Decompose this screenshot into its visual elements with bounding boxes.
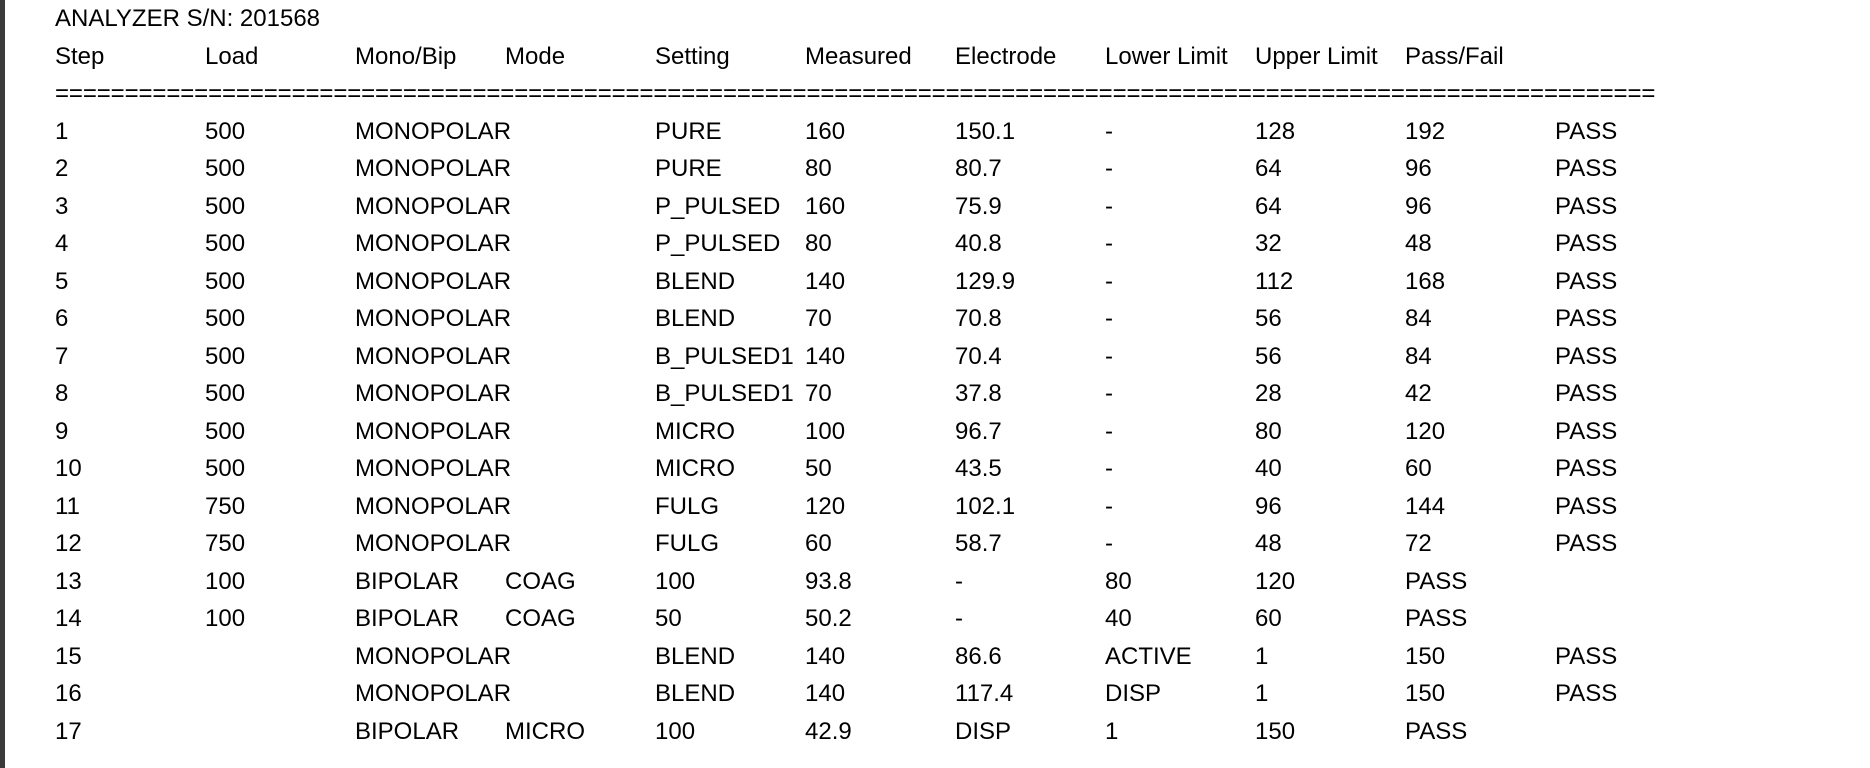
table-cell: 500 <box>205 305 246 332</box>
table-cell: 750 <box>205 492 246 520</box>
table-row <box>55 488 1845 526</box>
table-cell: PASS <box>1405 717 1468 745</box>
table-cell: MONOPOLAR <box>355 267 512 295</box>
table-cell: PASS <box>1555 417 1618 445</box>
table-row <box>55 713 1845 751</box>
table-cell: 72 <box>1405 530 1432 557</box>
table-row <box>55 675 1845 713</box>
table-row <box>55 300 1845 338</box>
table-cell: 15 <box>55 642 82 670</box>
table-cell: 3 <box>55 192 69 220</box>
table-cell: - <box>1105 530 1113 557</box>
table-cell: PASS <box>1555 305 1618 332</box>
table-cell: 128 <box>1255 117 1296 145</box>
table-row <box>55 375 1845 413</box>
table-cell: PURE <box>655 155 722 182</box>
table-cell: - <box>1105 417 1113 445</box>
column-header-setting: Setting <box>655 42 730 70</box>
table-row <box>55 525 1845 563</box>
table-cell: 17 <box>55 717 82 745</box>
table-cell: 11 <box>55 492 80 520</box>
report-title-row <box>55 0 1845 38</box>
table-cell: 93.8 <box>805 567 852 595</box>
table-cell: MICRO <box>655 455 735 482</box>
table-cell: MONOPOLAR <box>355 117 512 145</box>
table-cell: 120 <box>1405 417 1446 445</box>
table-cell: 4 <box>55 230 69 257</box>
table-cell: 48 <box>1405 230 1432 257</box>
table-row <box>55 600 1845 638</box>
table-cell: 10 <box>55 455 82 482</box>
table-row <box>55 563 1845 601</box>
table-cell: 160 <box>805 117 846 145</box>
table-cell: - <box>1105 267 1113 295</box>
table-cell: 43.5 <box>955 455 1002 482</box>
table-cell: 84 <box>1405 305 1432 332</box>
table-cell: 5 <box>55 267 69 295</box>
table-cell: 9 <box>55 417 69 445</box>
table-cell: 14 <box>55 605 82 632</box>
table-cell: PASS <box>1555 642 1618 670</box>
table-cell: FULG <box>655 492 720 520</box>
table-cell: 96 <box>1405 155 1432 182</box>
table-cell: ACTIVE <box>1105 642 1192 670</box>
table-cell: MONOPOLAR <box>355 342 512 370</box>
table-cell: PASS <box>1555 530 1618 557</box>
table-cell: 750 <box>205 530 246 557</box>
table-row <box>55 225 1845 263</box>
column-header-pass-fail: Pass/Fail <box>1405 42 1504 70</box>
table-cell: 37.8 <box>955 380 1002 407</box>
table-cell: BIPOLAR <box>355 605 460 632</box>
table-row <box>55 263 1845 301</box>
table-cell: 1 <box>1255 642 1269 670</box>
table-cell: 80 <box>1255 417 1282 445</box>
table-cell: 150 <box>1255 717 1296 745</box>
table-cell: 80 <box>1105 567 1132 595</box>
table-cell: MONOPOLAR <box>355 417 512 445</box>
table-cell: 80 <box>805 155 832 182</box>
table-cell: 32 <box>1255 230 1282 257</box>
table-cell: 129.9 <box>955 267 1016 295</box>
table-cell: 64 <box>1255 192 1282 220</box>
table-cell: 500 <box>205 417 246 445</box>
table-cell: PASS <box>1405 605 1468 632</box>
table-cell: MONOPOLAR <box>355 192 512 220</box>
table-cell: - <box>1105 455 1113 482</box>
separator-line: =================================================================================================================== <box>55 80 1656 107</box>
table-cell: - <box>955 605 963 632</box>
table-cell: 1 <box>1255 680 1269 707</box>
table-cell: MONOPOLAR <box>355 380 512 407</box>
table-cell: 144 <box>1405 492 1446 520</box>
table-cell: 112 <box>1255 267 1294 295</box>
table-cell: DISP <box>955 717 1012 745</box>
table-cell: 117.4 <box>955 680 1014 707</box>
table-row <box>55 413 1845 451</box>
table-cell: 8 <box>55 380 69 407</box>
table-cell: COAG <box>505 605 576 632</box>
table-cell: BIPOLAR <box>355 567 460 595</box>
table-cell: 80.7 <box>955 155 1002 182</box>
table-cell: 150 <box>1405 680 1446 707</box>
table-cell: 140 <box>805 642 846 670</box>
analyzer-report <box>55 0 1845 750</box>
table-cell: PASS <box>1555 342 1618 370</box>
table-cell: - <box>1105 230 1113 257</box>
table-cell: - <box>1105 155 1113 182</box>
table-cell: MONOPOLAR <box>355 305 512 332</box>
table-cell: 100 <box>655 567 696 595</box>
table-cell: 40 <box>1105 605 1132 632</box>
left-border <box>0 0 5 768</box>
table-cell: FULG <box>655 530 720 557</box>
table-cell: BLEND <box>655 267 736 295</box>
table-cell: MONOPOLAR <box>355 155 512 182</box>
table-cell: B_PULSED1 <box>655 380 794 407</box>
table-cell: 56 <box>1255 342 1282 370</box>
table-cell: 70.4 <box>955 342 1002 370</box>
table-cell: 56 <box>1255 305 1282 332</box>
column-header-load: Load <box>205 42 259 70</box>
table-cell: 75.9 <box>955 192 1002 220</box>
table-row <box>55 150 1845 188</box>
table-cell: BLEND <box>655 305 736 332</box>
table-cell: BIPOLAR <box>355 717 460 745</box>
table-cell: 500 <box>205 155 246 182</box>
column-header-mode: Mode <box>505 42 566 70</box>
table-cell: 96 <box>1405 192 1432 220</box>
table-cell: MICRO <box>505 717 585 745</box>
table-cell: 120 <box>1255 567 1296 595</box>
table-cell: 120 <box>805 492 846 520</box>
table-cell: - <box>955 567 963 595</box>
table-cell: PASS <box>1405 567 1468 595</box>
table-cell: MONOPOLAR <box>355 680 512 707</box>
column-header-step: Step <box>55 42 105 70</box>
table-cell: 150 <box>1405 642 1446 670</box>
table-cell: P_PULSED <box>655 230 781 257</box>
table-cell: 100 <box>205 567 246 595</box>
column-header-mono-bip: Mono/Bip <box>355 42 457 70</box>
table-cell: 86.6 <box>955 642 1002 670</box>
column-header-upper-limit: Upper Limit <box>1255 42 1378 70</box>
table-cell: 70 <box>805 305 832 332</box>
table-cell: 84 <box>1405 342 1432 370</box>
table-cell: 100 <box>805 417 846 445</box>
table-cell: 96 <box>1255 492 1282 520</box>
table-cell: DISP <box>1105 680 1162 707</box>
table-cell: 42.9 <box>805 717 852 745</box>
table-cell: 13 <box>55 567 82 595</box>
table-cell: 500 <box>205 342 246 370</box>
table-cell: PASS <box>1555 492 1618 520</box>
table-cell: 192 <box>1405 117 1446 145</box>
table-cell: P_PULSED <box>655 192 781 220</box>
table-cell: BLEND <box>655 680 736 707</box>
table-cell: 96.7 <box>955 417 1002 445</box>
table-cell: MONOPOLAR <box>355 642 512 670</box>
table-cell: 150.1 <box>955 117 1016 145</box>
report-title: ANALYZER S/N: 201568 <box>55 5 321 32</box>
table-cell: 58.7 <box>955 530 1002 557</box>
table-cell: - <box>1105 305 1113 332</box>
table-cell: 2 <box>55 155 69 182</box>
table-cell: 500 <box>205 117 246 145</box>
table-cell: MONOPOLAR <box>355 455 512 482</box>
column-header-measured: Measured <box>805 42 912 70</box>
table-cell: 168 <box>1405 267 1446 295</box>
table-cell: PASS <box>1555 380 1618 407</box>
table-cell: 500 <box>205 192 246 220</box>
table-cell: 64 <box>1255 155 1282 182</box>
table-cell: 100 <box>205 605 246 632</box>
table-cell: PASS <box>1555 455 1618 482</box>
table-cell: 50 <box>805 455 832 482</box>
table-cell: 500 <box>205 230 246 257</box>
table-cell: COAG <box>505 567 576 595</box>
table-cell: 140 <box>805 267 846 295</box>
table-cell: - <box>1105 192 1113 220</box>
table-row <box>55 188 1845 226</box>
table-row <box>55 450 1845 488</box>
table-cell: - <box>1105 492 1113 520</box>
table-cell: PASS <box>1555 117 1618 145</box>
table-cell: PASS <box>1555 267 1618 295</box>
table-cell: 6 <box>55 305 69 332</box>
table-cell: PASS <box>1555 192 1618 220</box>
table-cell: 60 <box>805 530 832 557</box>
table-cell: 1 <box>1105 717 1119 745</box>
table-cell: 60 <box>1255 605 1282 632</box>
table-cell: 160 <box>805 192 846 220</box>
table-cell: 100 <box>655 717 696 745</box>
table-cell: - <box>1105 117 1113 145</box>
table-cell: MONOPOLAR <box>355 230 512 257</box>
column-header-electrode: Electrode <box>955 42 1057 70</box>
table-cell: - <box>1105 380 1113 407</box>
table-cell: 80 <box>805 230 832 257</box>
table-cell: 70.8 <box>955 305 1002 332</box>
table-cell: 140 <box>805 342 846 370</box>
table-cell: 16 <box>55 680 82 707</box>
table-cell: - <box>1105 342 1113 370</box>
header-row <box>55 38 1845 76</box>
table-cell: MICRO <box>655 417 735 445</box>
separator-row <box>55 75 1825 113</box>
table-row <box>55 113 1845 151</box>
table-cell: BLEND <box>655 642 736 670</box>
table-cell: 40 <box>1255 455 1282 482</box>
column-header-lower-limit: Lower Limit <box>1105 42 1228 70</box>
table-cell: 70 <box>805 380 832 407</box>
table-cell: 48 <box>1255 530 1282 557</box>
table-cell: 1 <box>55 117 69 145</box>
table-cell: PASS <box>1555 155 1618 182</box>
table-cell: 500 <box>205 380 246 407</box>
table-cell: 7 <box>55 342 69 370</box>
table-cell: 140 <box>805 680 846 707</box>
table-cell: B_PULSED1 <box>655 342 794 370</box>
results-table <box>55 113 1845 751</box>
table-cell: 40.8 <box>955 230 1002 257</box>
table-cell: 42 <box>1405 380 1432 407</box>
table-cell: PASS <box>1555 680 1618 707</box>
table-cell: 12 <box>55 530 82 557</box>
table-cell: 50 <box>655 605 682 632</box>
table-cell: 500 <box>205 455 246 482</box>
table-cell: MONOPOLAR <box>355 530 512 557</box>
table-row <box>55 338 1845 376</box>
table-cell: PURE <box>655 117 722 145</box>
table-cell: 500 <box>205 267 246 295</box>
table-cell: PASS <box>1555 230 1618 257</box>
table-cell: 102.1 <box>955 492 1016 520</box>
table-row <box>55 638 1845 676</box>
table-cell: 60 <box>1405 455 1432 482</box>
table-cell: 50.2 <box>805 605 852 632</box>
table-cell: MONOPOLAR <box>355 492 512 520</box>
table-cell: 28 <box>1255 380 1282 407</box>
